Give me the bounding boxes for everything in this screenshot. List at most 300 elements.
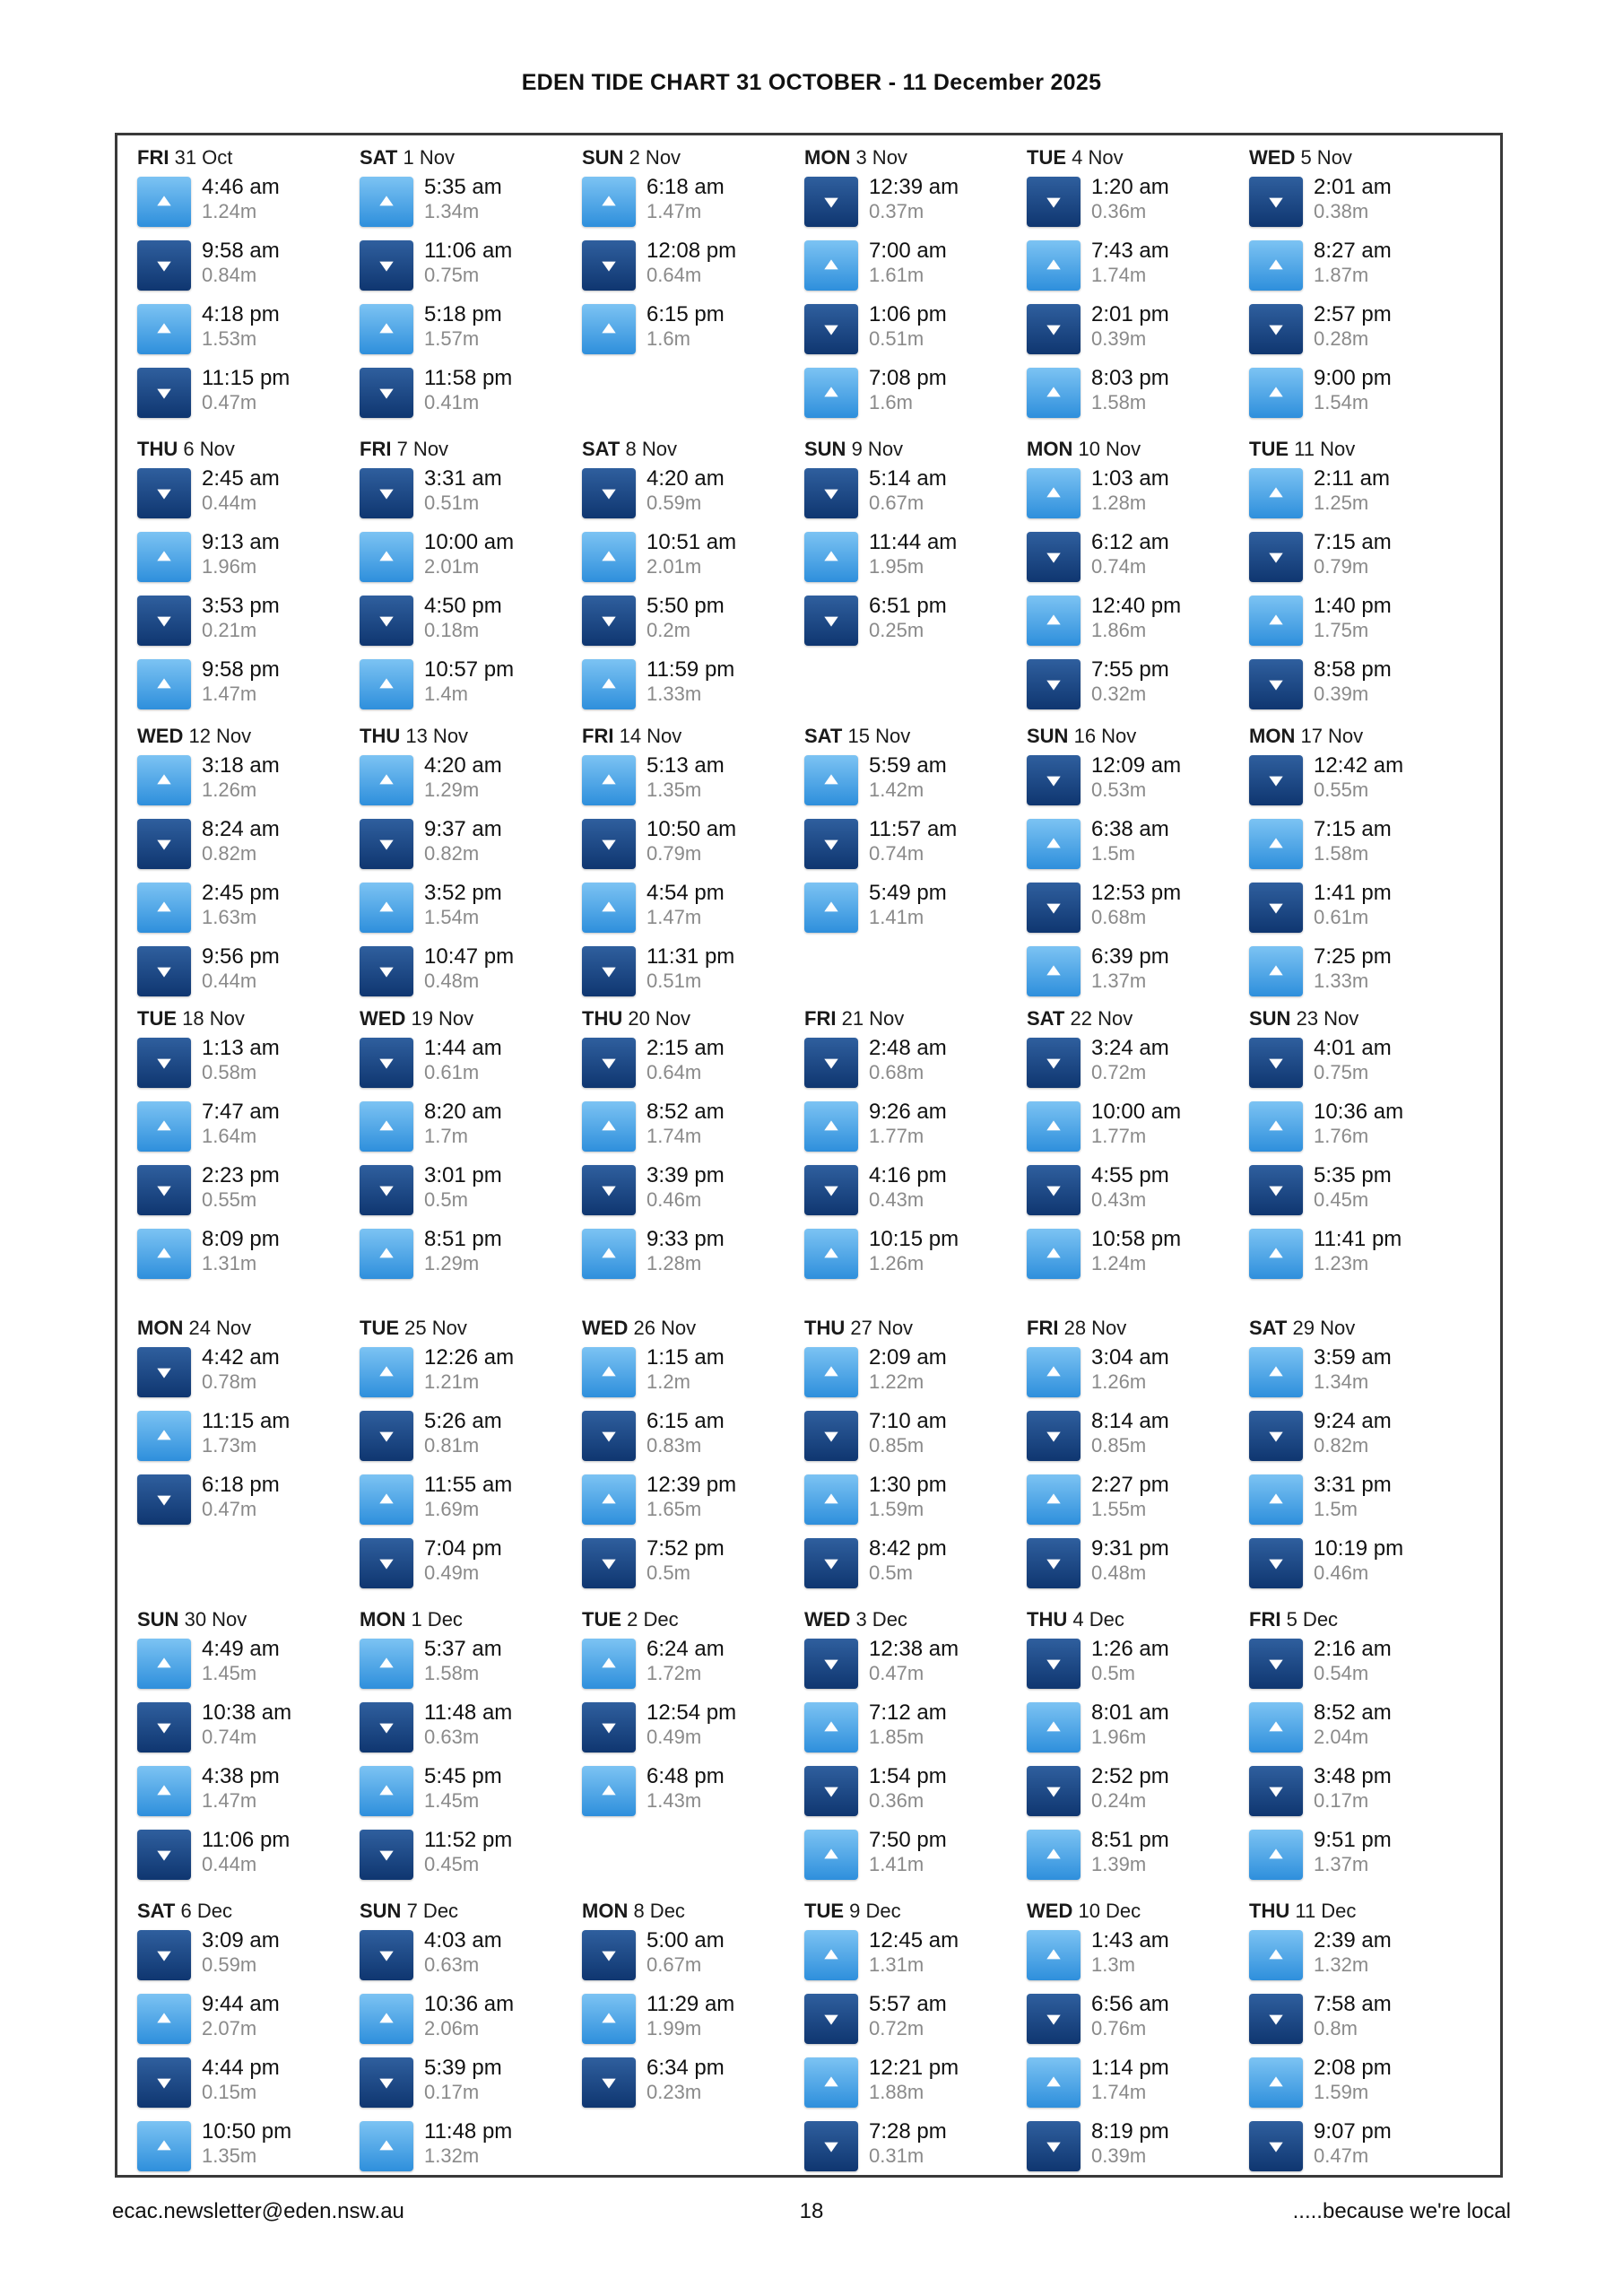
- low-tide-entry: [1027, 171, 1262, 235]
- tide-height: 0.5m: [869, 1561, 913, 1584]
- low-tide-entry: [582, 1533, 817, 1596]
- tide-time: 4:01 am: [1314, 1036, 1392, 1060]
- tide-time: 8:20 am: [424, 1100, 502, 1124]
- high-tide-entry: [582, 1342, 817, 1405]
- day-label: [1027, 723, 1262, 750]
- tide-info: [424, 1925, 502, 1977]
- day-date: 2 Dec: [627, 1608, 679, 1631]
- tide-info: [1314, 1633, 1392, 1685]
- arrow-up-icon: [360, 659, 413, 709]
- tide-info: [869, 1223, 959, 1275]
- tide-height: 0.44m: [202, 1853, 257, 1875]
- tide-height: 0.39m: [1314, 683, 1369, 705]
- day-date: 10 Nov: [1078, 438, 1141, 460]
- tide-time: 8:51 pm: [1091, 1828, 1169, 1852]
- tide-height: 0.79m: [647, 842, 702, 865]
- day-label: [1027, 436, 1262, 463]
- tide-height: 0.82m: [202, 842, 257, 865]
- tide-info: [202, 362, 290, 414]
- tide-info: [647, 1342, 725, 1394]
- tide-height: 2.04m: [1314, 1726, 1369, 1748]
- high-tide-entry: [360, 1988, 595, 2052]
- tide-info: [424, 1096, 502, 1148]
- tide-height: 0.67m: [647, 1953, 702, 1976]
- day-label: [582, 1606, 817, 1633]
- day-of-week: SAT: [360, 146, 398, 169]
- arrow-up-icon: [582, 659, 636, 709]
- day-date: 21 Nov: [841, 1007, 905, 1030]
- day-label: [137, 723, 372, 750]
- arrow-up-icon: [582, 1347, 636, 1397]
- tide-info: [424, 235, 512, 287]
- low-tide-entry: [582, 235, 817, 299]
- low-tide-entry: [360, 1160, 595, 1223]
- arrow-up-icon: [360, 532, 413, 582]
- tide-info: [869, 2052, 959, 2104]
- day-of-week: THU: [1249, 1900, 1290, 1922]
- tide-height: 1.32m: [1314, 1953, 1369, 1976]
- tide-height: 0.55m: [202, 1188, 257, 1211]
- tide-height: 1.77m: [869, 1125, 924, 1147]
- day-date: 23 Nov: [1296, 1007, 1359, 1030]
- tide-time: 9:00 pm: [1314, 366, 1392, 390]
- high-tide-entry: [137, 299, 372, 362]
- tide-height: 1.21m: [424, 1370, 480, 1393]
- tide-time: 4:18 pm: [202, 302, 280, 326]
- day-block: [582, 144, 817, 362]
- tide-info: [424, 362, 512, 414]
- arrow-down-icon: [1249, 1165, 1303, 1215]
- day-of-week: SAT: [582, 438, 621, 460]
- tide-time: 2:01 pm: [1091, 302, 1169, 326]
- tide-info: [1091, 2052, 1169, 2104]
- tide-time: 12:21 pm: [869, 2056, 959, 2080]
- tide-height: 0.53m: [1091, 778, 1147, 801]
- arrow-down-icon: [582, 596, 636, 646]
- tide-time: 10:00 am: [1091, 1100, 1182, 1124]
- tide-time: 10:47 pm: [424, 944, 515, 969]
- day-of-week: SUN: [804, 438, 846, 460]
- tide-height: 0.5m: [424, 1188, 468, 1211]
- day-label: [804, 1005, 1039, 1032]
- arrow-up-icon: [1249, 1930, 1303, 1980]
- arrow-down-icon: [137, 368, 191, 418]
- tide-info: [869, 299, 947, 351]
- tide-time: 3:53 pm: [202, 594, 280, 618]
- tide-height: 0.47m: [202, 391, 257, 413]
- arrow-down-icon: [360, 468, 413, 518]
- day-date: 29 Nov: [1292, 1317, 1356, 1339]
- tide-height: 0.72m: [869, 2017, 924, 2039]
- arrow-down-icon: [360, 819, 413, 869]
- tide-time: 1:30 pm: [869, 1473, 947, 1497]
- tide-time: 6:18 am: [647, 175, 725, 199]
- day-label: [137, 144, 372, 171]
- day-of-week: SUN: [137, 1608, 179, 1631]
- tide-height: 1.58m: [1314, 842, 1369, 865]
- arrow-up-icon: [137, 1994, 191, 2044]
- tide-height: 1.26m: [202, 778, 257, 801]
- arrow-down-icon: [360, 946, 413, 996]
- tide-info: [869, 463, 947, 515]
- arrow-down-icon: [804, 596, 858, 646]
- tide-time: 1:43 am: [1091, 1928, 1169, 1952]
- tide-height: 1.47m: [647, 906, 702, 928]
- day-of-week: THU: [360, 725, 401, 747]
- arrow-up-icon: [360, 1766, 413, 1816]
- tide-time: 5:45 pm: [424, 1764, 502, 1788]
- tide-time: 5:35 pm: [1314, 1163, 1392, 1187]
- tide-info: [1091, 1469, 1169, 1521]
- tide-height: 0.46m: [1314, 1561, 1369, 1584]
- tide-height: 0.47m: [1314, 2144, 1369, 2167]
- tide-height: 1.7m: [424, 1125, 468, 1147]
- tide-height: 1.37m: [1314, 1853, 1369, 1875]
- footer-page-number: 18: [799, 2199, 824, 2223]
- tide-time: 8:51 pm: [424, 1227, 502, 1251]
- tide-height: 1.57m: [424, 327, 480, 350]
- tide-info: [202, 1824, 290, 1876]
- arrow-up-icon: [1027, 1101, 1081, 1152]
- day-of-week: MON: [1027, 438, 1073, 460]
- day-date: 9 Dec: [849, 1900, 901, 1922]
- day-label: [360, 1005, 595, 1032]
- arrow-down-icon: [582, 1930, 636, 1980]
- tide-time: 11:48 am: [424, 1700, 513, 1725]
- arrow-down-icon: [1249, 755, 1303, 805]
- day-block: [360, 1898, 595, 2179]
- high-tide-entry: [360, 1342, 595, 1405]
- high-tide-entry: [582, 1223, 817, 1287]
- tide-height: 0.15m: [202, 2081, 257, 2103]
- tide-time: 8:01 am: [1091, 1700, 1169, 1725]
- arrow-up-icon: [804, 1101, 858, 1152]
- tide-info: [1091, 1096, 1181, 1148]
- arrow-down-icon: [804, 819, 858, 869]
- tide-height: 1.5m: [1091, 842, 1135, 865]
- day-block: [1249, 144, 1484, 426]
- tide-info: [202, 590, 280, 642]
- high-tide-entry: [804, 750, 1039, 813]
- tide-info: [869, 1405, 947, 1457]
- low-tide-entry: [804, 463, 1039, 526]
- day-label: [137, 1898, 372, 1925]
- arrow-down-icon: [582, 946, 636, 996]
- tide-info: [202, 877, 280, 929]
- tide-time: 6:56 am: [1091, 1992, 1169, 2016]
- arrow-down-icon: [804, 1639, 858, 1689]
- arrow-down-icon: [1249, 177, 1303, 227]
- day-of-week: MON: [804, 146, 851, 169]
- tide-time: 11:52 pm: [424, 1828, 513, 1852]
- day-of-week: THU: [804, 1317, 846, 1339]
- day-date: 20 Nov: [628, 1007, 691, 1030]
- tide-height: 1.45m: [424, 1789, 480, 1812]
- tide-time: 12:40 pm: [1091, 594, 1182, 618]
- tide-info: [424, 1223, 502, 1275]
- tide-height: 1.34m: [1314, 1370, 1369, 1393]
- tide-time: 4:49 am: [202, 1637, 280, 1661]
- tide-info: [869, 1761, 947, 1813]
- day-of-week: SUN: [582, 146, 624, 169]
- tide-time: 11:48 pm: [424, 2119, 513, 2144]
- tide-time: 11:57 am: [869, 817, 958, 841]
- tide-info: [1091, 1824, 1169, 1876]
- tide-height: 0.78m: [202, 1370, 257, 1393]
- tide-info: [1091, 235, 1169, 287]
- tide-time: 3:52 pm: [424, 881, 502, 905]
- low-tide-entry: [1249, 1988, 1484, 2052]
- tide-time: 5:00 am: [647, 1928, 725, 1952]
- low-tide-entry: [804, 171, 1039, 235]
- arrow-down-icon: [1249, 883, 1303, 933]
- tide-height: 0.68m: [869, 1061, 924, 1083]
- tide-info: [647, 526, 736, 578]
- arrow-down-icon: [360, 1038, 413, 1088]
- tide-info: [1314, 941, 1392, 993]
- tide-height: 0.43m: [869, 1188, 924, 1211]
- day-date: 4 Nov: [1072, 146, 1124, 169]
- arrow-down-icon: [360, 596, 413, 646]
- high-tide-entry: [582, 526, 817, 590]
- tide-height: 0.75m: [424, 264, 480, 286]
- tide-info: [869, 1160, 947, 1212]
- tide-info: [869, 750, 947, 802]
- tide-info: [424, 1533, 502, 1585]
- tide-time: 3:31 am: [424, 466, 502, 491]
- tide-time: 12:42 am: [1314, 753, 1404, 778]
- day-of-week: TUE: [582, 1608, 621, 1631]
- tide-height: 1.85m: [869, 1726, 924, 1748]
- tide-height: 0.51m: [869, 327, 924, 350]
- tide-info: [869, 1824, 947, 1876]
- low-tide-entry: [804, 1988, 1039, 2052]
- tide-info: [1091, 463, 1169, 515]
- arrow-down-icon: [360, 1930, 413, 1980]
- tide-info: [202, 1761, 280, 1813]
- tide-info: [647, 1925, 725, 1977]
- tide-time: 5:35 am: [424, 175, 502, 199]
- tide-time: 3:04 am: [1091, 1345, 1169, 1370]
- tide-time: 1:03 am: [1091, 466, 1169, 491]
- tide-time: 10:36 am: [424, 1992, 515, 2016]
- tide-info: [1314, 654, 1392, 706]
- arrow-up-icon: [1249, 1347, 1303, 1397]
- arrow-down-icon: [1249, 1639, 1303, 1689]
- tide-time: 8:09 pm: [202, 1227, 280, 1251]
- low-tide-entry: [360, 235, 595, 299]
- day-of-week: FRI: [1249, 1608, 1281, 1631]
- low-tide-entry: [137, 1342, 372, 1405]
- high-tide-entry: [360, 1633, 595, 1697]
- arrow-down-icon: [137, 819, 191, 869]
- high-tide-entry: [1027, 1824, 1262, 1888]
- high-tide-entry: [582, 171, 817, 235]
- tide-info: [424, 171, 502, 223]
- tide-info: [1314, 877, 1392, 929]
- day-date: 5 Nov: [1300, 146, 1352, 169]
- day-label: [1027, 144, 1262, 171]
- low-tide-entry: [1027, 299, 1262, 362]
- tide-time: 8:24 am: [202, 817, 280, 841]
- tide-info: [647, 1633, 725, 1685]
- tide-height: 1.41m: [869, 906, 924, 928]
- tide-time: 8:52 am: [1314, 1700, 1392, 1725]
- tide-info: [424, 1824, 512, 1876]
- day-label: [582, 1005, 817, 1032]
- day-label: [137, 1606, 372, 1633]
- arrow-up-icon: [360, 177, 413, 227]
- tide-height: 1.37m: [1091, 970, 1147, 992]
- day-block: [1027, 436, 1262, 718]
- tide-height: 1.24m: [202, 200, 257, 222]
- tide-height: 2.01m: [647, 555, 702, 578]
- page-title: EDEN TIDE CHART 31 OCTOBER - 11 December 2025: [521, 70, 1102, 95]
- tide-info: [1091, 590, 1181, 642]
- tide-time: 4:46 am: [202, 175, 280, 199]
- tide-info: [647, 1469, 736, 1521]
- tide-info: [424, 813, 502, 865]
- day-date: 17 Nov: [1300, 725, 1364, 747]
- arrow-up-icon: [137, 2121, 191, 2171]
- tide-time: 7:43 am: [1091, 239, 1169, 263]
- tide-info: [202, 1160, 280, 1212]
- tide-height: 0.74m: [1091, 555, 1147, 578]
- day-of-week: TUE: [137, 1007, 177, 1030]
- tide-height: 1.29m: [424, 1252, 480, 1274]
- tide-info: [647, 463, 725, 515]
- high-tide-entry: [137, 171, 372, 235]
- low-tide-entry: [1027, 1405, 1262, 1469]
- day-of-week: SAT: [137, 1900, 176, 1922]
- arrow-up-icon: [804, 1702, 858, 1752]
- tide-chart-frame: [115, 133, 1503, 2178]
- high-tide-entry: [137, 1405, 372, 1469]
- tide-info: [1314, 1160, 1392, 1212]
- low-tide-entry: [360, 1925, 595, 1988]
- arrow-up-icon: [1249, 240, 1303, 291]
- tide-height: 1.65m: [647, 1498, 702, 1520]
- arrow-up-icon: [137, 755, 191, 805]
- low-tide-entry: [804, 813, 1039, 877]
- tide-time: 9:44 am: [202, 1992, 280, 2016]
- day-block: [360, 1315, 595, 1596]
- tide-height: 1.26m: [869, 1252, 924, 1274]
- day-of-week: THU: [582, 1007, 623, 1030]
- low-tide-entry: [137, 235, 372, 299]
- low-tide-entry: [582, 813, 817, 877]
- tide-time: 1:14 pm: [1091, 2056, 1169, 2080]
- low-tide-entry: [582, 463, 817, 526]
- high-tide-entry: [582, 299, 817, 362]
- day-block: [804, 1606, 1039, 1888]
- low-tide-entry: [1249, 877, 1484, 941]
- low-tide-entry: [1027, 526, 1262, 590]
- tide-info: [647, 813, 736, 865]
- arrow-down-icon: [360, 1830, 413, 1880]
- arrow-up-icon: [582, 177, 636, 227]
- tide-height: 1.2m: [647, 1370, 690, 1393]
- high-tide-entry: [1027, 362, 1262, 426]
- tide-height: 0.84m: [202, 264, 257, 286]
- tide-height: 1.74m: [1091, 2081, 1147, 2103]
- tide-time: 12:39 pm: [647, 1473, 737, 1497]
- tide-time: 7:15 am: [1314, 530, 1392, 554]
- low-tide-entry: [360, 463, 595, 526]
- day-of-week: SUN: [360, 1900, 402, 1922]
- tide-height: 0.41m: [424, 391, 480, 413]
- arrow-down-icon: [1027, 883, 1081, 933]
- low-tide-entry: [137, 941, 372, 1004]
- tide-height: 0.36m: [1091, 200, 1147, 222]
- tide-info: [202, 171, 280, 223]
- day-of-week: SUN: [1249, 1007, 1291, 1030]
- low-tide-entry: [582, 1405, 817, 1469]
- tide-time: 5:14 am: [869, 466, 947, 491]
- tide-height: 0.49m: [647, 1726, 702, 1748]
- tide-info: [424, 1697, 512, 1749]
- tide-time: 9:58 pm: [202, 657, 280, 682]
- high-tide-entry: [1249, 463, 1484, 526]
- tide-time: 1:44 am: [424, 1036, 502, 1060]
- arrow-down-icon: [137, 468, 191, 518]
- high-tide-entry: [1249, 813, 1484, 877]
- tide-height: 1.54m: [1314, 391, 1369, 413]
- tide-time: 12:53 pm: [1091, 881, 1182, 905]
- arrow-up-icon: [137, 177, 191, 227]
- tide-info: [424, 654, 514, 706]
- tide-height: 0.72m: [1091, 1061, 1147, 1083]
- tide-height: 0.82m: [424, 842, 480, 865]
- day-date: 11 Dec: [1295, 1900, 1357, 1922]
- tide-time: 11:15 am: [202, 1409, 291, 1433]
- arrow-down-icon: [360, 240, 413, 291]
- tide-info: [1091, 1032, 1169, 1084]
- arrow-down-icon: [360, 1702, 413, 1752]
- tide-time: 6:34 pm: [647, 2056, 725, 2080]
- tide-height: 1.54m: [424, 906, 480, 928]
- day-label: [137, 1005, 372, 1032]
- tide-height: 0.47m: [202, 1498, 257, 1520]
- tide-height: 0.83m: [647, 1434, 702, 1457]
- tide-time: 5:26 am: [424, 1409, 502, 1433]
- low-tide-entry: [582, 590, 817, 654]
- arrow-down-icon: [137, 1165, 191, 1215]
- day-label: [1249, 1606, 1484, 1633]
- tide-height: 1.31m: [202, 1252, 257, 1274]
- arrow-up-icon: [137, 1411, 191, 1461]
- arrow-up-icon: [137, 532, 191, 582]
- tide-info: [424, 750, 502, 802]
- high-tide-entry: [1249, 1697, 1484, 1761]
- tide-info: [869, 526, 957, 578]
- low-tide-entry: [1027, 1988, 1262, 2052]
- low-tide-entry: [804, 1405, 1039, 1469]
- high-tide-entry: [804, 1697, 1039, 1761]
- tide-height: 1.96m: [1091, 1726, 1147, 1748]
- arrow-up-icon: [1027, 946, 1081, 996]
- tide-info: [1091, 362, 1169, 414]
- tide-time: 2:45 am: [202, 466, 280, 491]
- arrow-down-icon: [804, 1766, 858, 1816]
- tide-height: 1.45m: [202, 1662, 257, 1684]
- high-tide-entry: [582, 1096, 817, 1160]
- tide-height: 1.73m: [202, 1434, 257, 1457]
- tide-info: [1314, 1032, 1392, 1084]
- arrow-up-icon: [582, 1766, 636, 1816]
- arrow-up-icon: [360, 1994, 413, 2044]
- day-block: [582, 1315, 817, 1596]
